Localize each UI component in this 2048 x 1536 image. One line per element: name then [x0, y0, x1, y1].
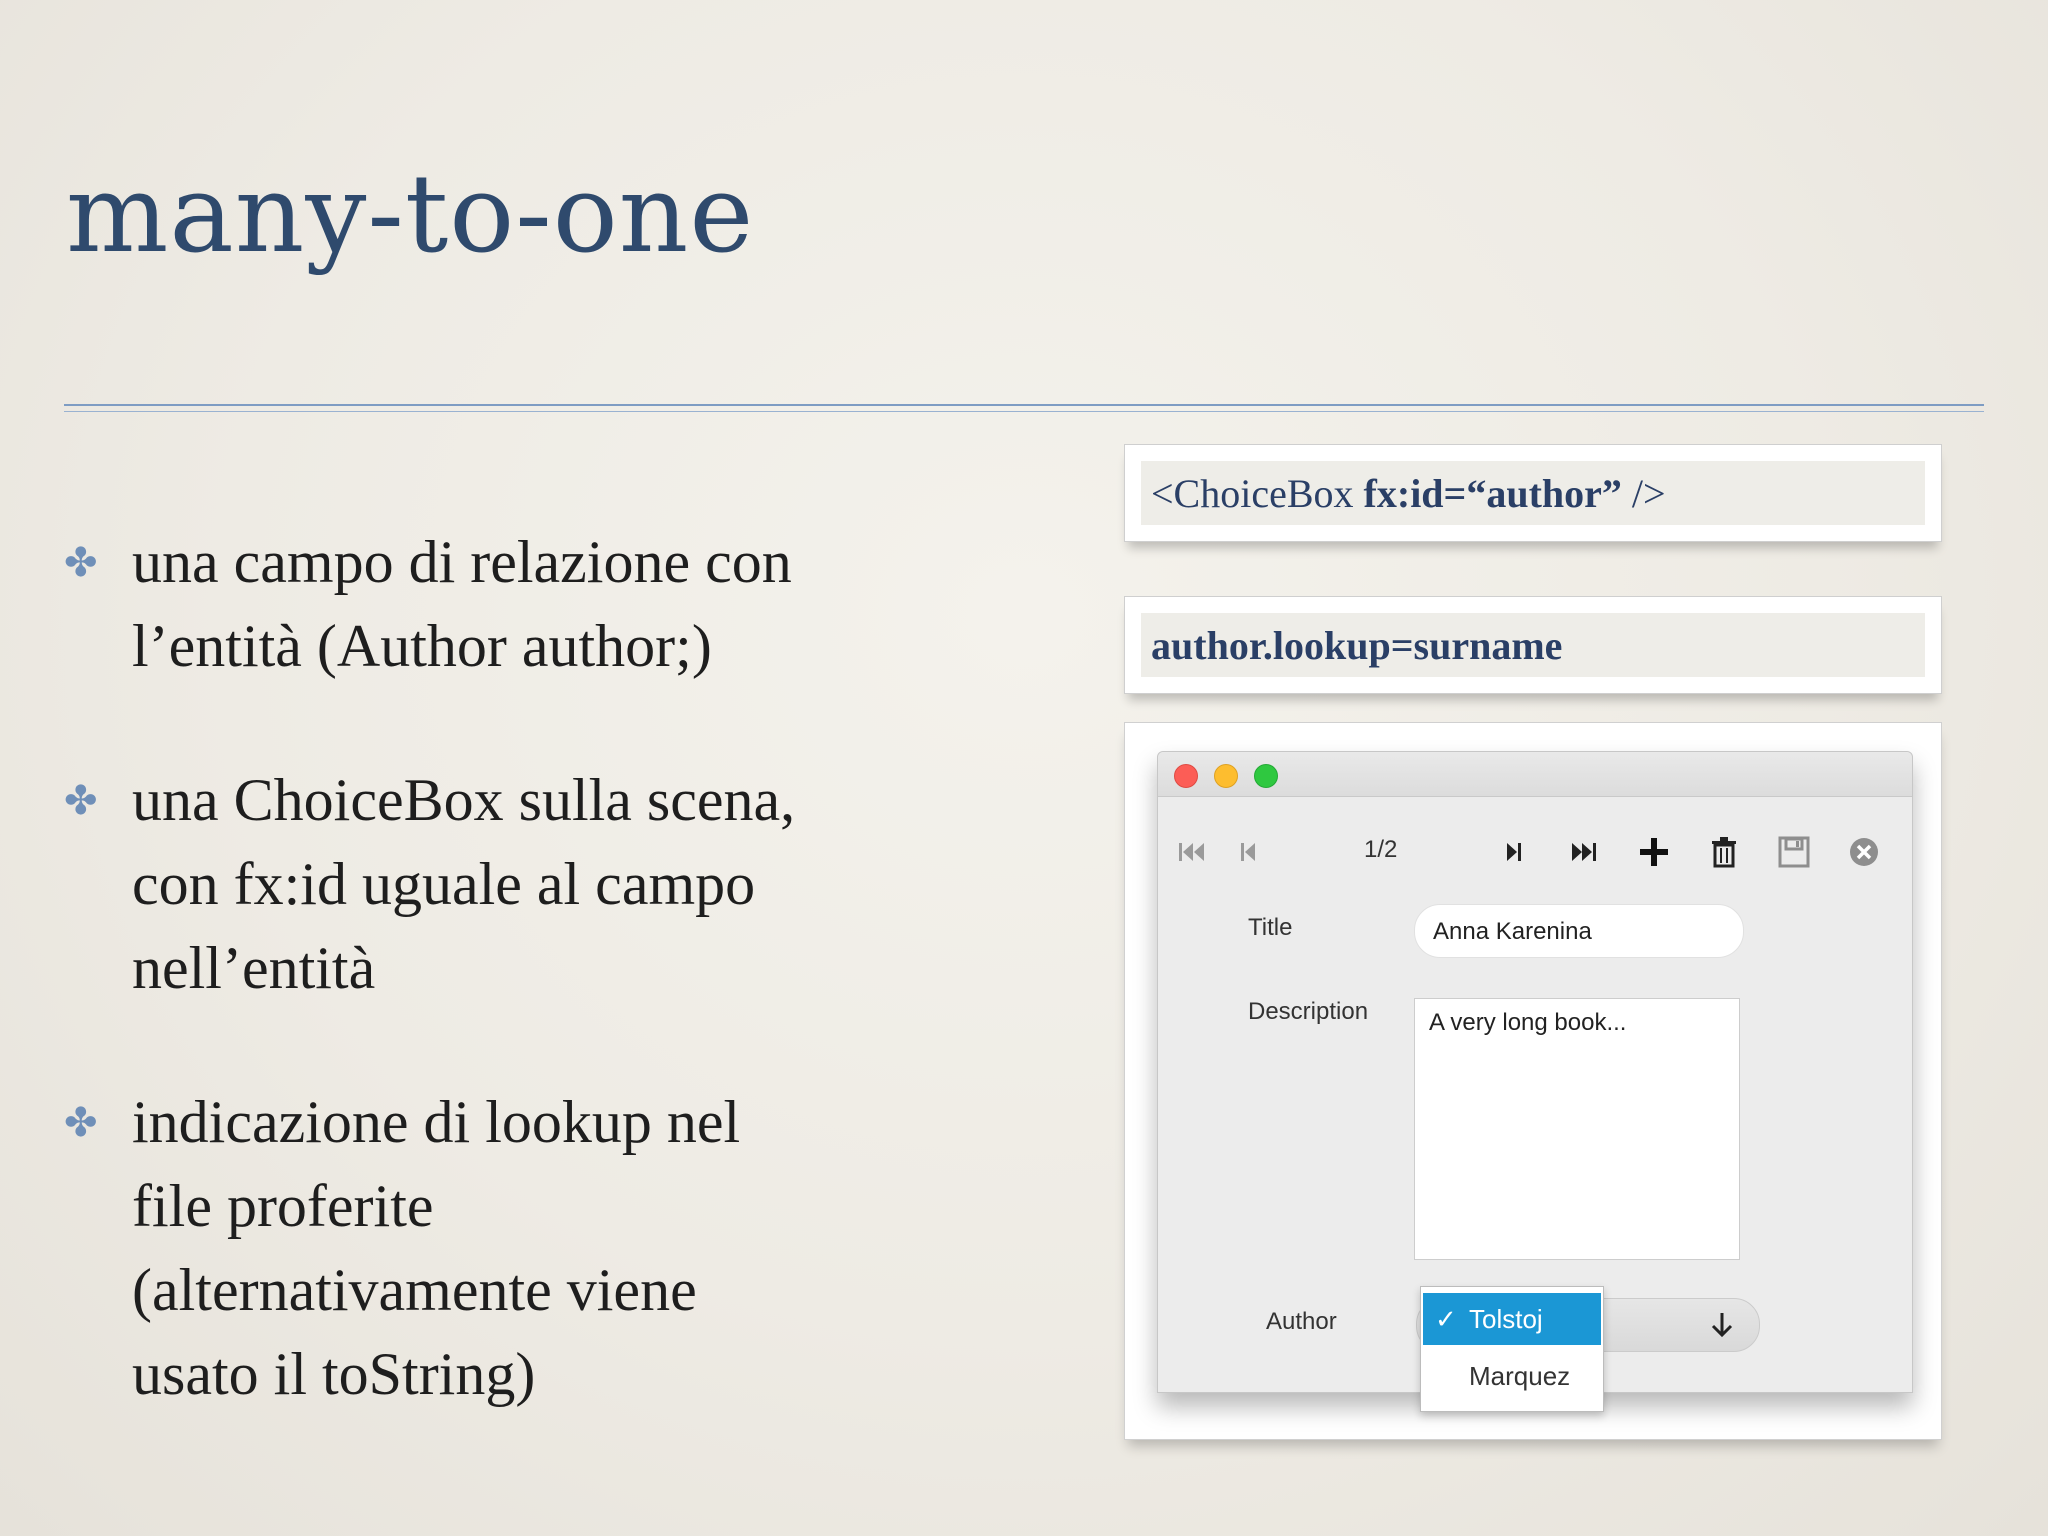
bullet-line: file proferite: [132, 1173, 434, 1239]
author-option[interactable]: [1423, 1345, 1601, 1407]
bullet-line: una campo di relazione con: [132, 529, 792, 595]
page-indicator: 1/2: [1364, 836, 1398, 863]
title-divider-thin: [64, 411, 1984, 412]
author-option-selected[interactable]: [1423, 1293, 1601, 1345]
fxml-snippet-box: [1124, 444, 1942, 542]
flower-bullet-icon: ✤: [64, 778, 98, 824]
close-circle-icon[interactable]: [1844, 832, 1884, 872]
skip-first-icon[interactable]: [1172, 832, 1212, 872]
flower-bullet-icon: ✤: [64, 1100, 98, 1146]
author-option-label: Tolstoj: [1469, 1304, 1543, 1334]
window-close-button[interactable]: [1174, 764, 1198, 788]
flower-bullet-icon: ✤: [64, 540, 98, 586]
arrow-down-icon: [1709, 1311, 1735, 1344]
app-screenshot-frame: [1124, 722, 1942, 1440]
title-input[interactable]: Anna Karenina: [1414, 904, 1744, 958]
slide-title: many-to-one: [66, 152, 755, 277]
description-label: Description: [1248, 998, 1369, 1025]
app-window: [1157, 751, 1913, 1393]
bullet-line: usato il toString): [132, 1341, 536, 1407]
bullet-line: (alternativamente viene: [132, 1257, 697, 1323]
bullet-line: l’entità (Author author;): [132, 613, 712, 679]
plus-icon[interactable]: [1634, 832, 1674, 872]
properties-line: author.lookup=surname: [1151, 622, 1563, 668]
properties-snippet: [1141, 613, 1925, 677]
properties-snippet-box: [1124, 596, 1942, 694]
fxml-prefix: <ChoiceBox: [1151, 470, 1364, 516]
fxml-attribute: fx:id=“author”: [1363, 470, 1622, 516]
bullet-line: con fx:id uguale al campo: [132, 851, 756, 917]
previous-icon[interactable]: [1228, 832, 1268, 872]
window-titlebar: [1158, 752, 1912, 797]
skip-last-icon[interactable]: [1564, 832, 1604, 872]
bullet-line: nell’entità: [132, 935, 376, 1001]
author-dropdown: [1420, 1286, 1604, 1412]
check-icon: ✓: [1435, 1304, 1457, 1334]
window-zoom-button[interactable]: [1254, 764, 1278, 788]
author-label: Author: [1266, 1308, 1337, 1335]
bullet-line: indicazione di lookup nel: [132, 1089, 741, 1155]
trash-icon[interactable]: [1704, 832, 1744, 872]
bullet-line: una ChoiceBox sulla scena,: [132, 767, 796, 833]
title-divider: [64, 404, 1984, 406]
save-icon[interactable]: [1774, 832, 1814, 872]
author-option-label: Marquez: [1469, 1361, 1571, 1391]
fxml-snippet: [1141, 461, 1925, 525]
next-icon[interactable]: [1494, 832, 1534, 872]
title-label: Title: [1248, 914, 1293, 941]
fxml-suffix: />: [1621, 470, 1666, 516]
description-textarea[interactable]: A very long book...: [1414, 998, 1740, 1260]
window-minimize-button[interactable]: [1214, 764, 1238, 788]
